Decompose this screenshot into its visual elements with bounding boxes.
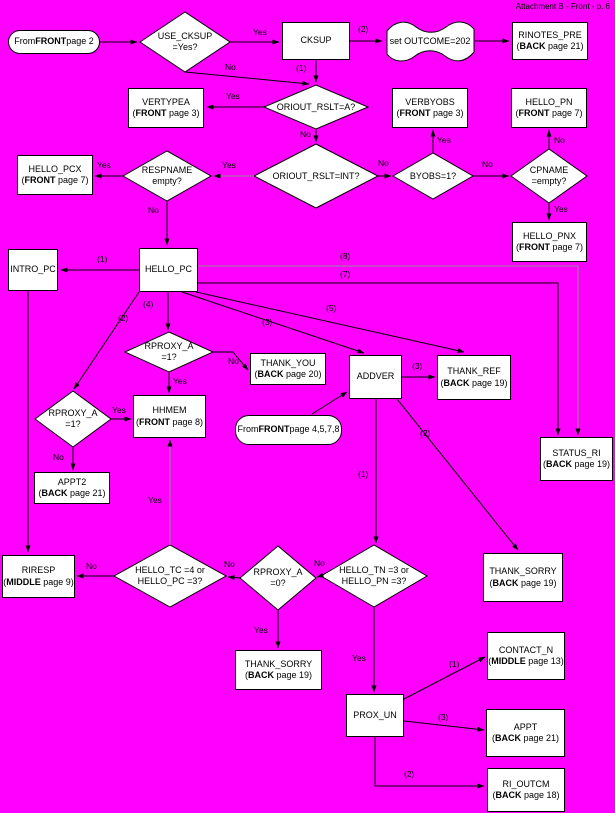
byobs-diamond <box>393 153 473 199</box>
node-use-cksup-label: USE_CKSUP =Yes? <box>157 31 213 52</box>
node-ref: (MIDDLE page 9) <box>3 576 74 587</box>
node-contact-n <box>487 632 565 680</box>
page-header: Attachment B - Front - p. 6 <box>515 2 610 11</box>
node-ref: (BACK page 19) <box>244 670 313 680</box>
edge-label-prox-un-2: (2) <box>404 769 415 779</box>
node-ref: (FRONT page 7) <box>515 242 584 252</box>
set-outcome-tape-shape <box>387 22 474 61</box>
node-title: THANK_YOU <box>260 357 316 368</box>
edge-label-hello-pc-1: (1) <box>97 254 108 264</box>
node-hello-pnx <box>512 222 587 262</box>
node-title: ADDVER <box>356 371 395 382</box>
node-title: VERBYOBS <box>405 96 455 107</box>
cpname-diamond <box>511 149 587 203</box>
node-intro-pc <box>8 249 58 291</box>
node-hello-tc-label: HELLO_TC =4 or HELLO_PC =3? <box>135 565 205 586</box>
terminator-keyword: FRONT <box>258 424 290 435</box>
node-title: VERTYPEA <box>142 96 190 107</box>
node-title: HELLO_PC <box>144 264 193 275</box>
node-rproxy-a0-label: RPROXY_A =0? <box>253 567 303 588</box>
node-hello-pcx <box>17 155 93 195</box>
node-ref: (FRONT page 7) <box>515 108 583 118</box>
node-ref: (FRONT page 8) <box>135 416 204 427</box>
node-cksup <box>282 22 350 60</box>
edge-label-use-cksup-yes: Yes <box>253 27 267 37</box>
node-title: APPT2 <box>57 476 87 487</box>
edge-label-respname-no: No <box>148 205 159 215</box>
node-status-ri <box>540 437 613 481</box>
edge-label-hello-tc-yes: Yes <box>148 495 162 505</box>
node-ref: (BACK page 19) <box>489 577 557 588</box>
terminator-text: page 4,5,7,8 <box>289 424 340 435</box>
edge-label-oriout-a-no: No <box>300 129 311 139</box>
edge-label-oriout-int-no: No <box>378 158 389 168</box>
edge-label-rproxy-top-no: No <box>228 356 239 366</box>
node-title: APPT <box>513 721 538 732</box>
node-riresp <box>2 555 75 598</box>
edge-label-cpname-yes: Yes <box>554 204 568 214</box>
edge-label-rproxy-left-yes: Yes <box>112 405 126 415</box>
terminator-keyword: FRONT <box>35 36 67 47</box>
edge-label-cksup-1: (1) <box>296 63 307 73</box>
node-cpname-label: CPNAME =empty? <box>529 165 569 186</box>
use-cksup-diamond <box>140 12 230 72</box>
edge-hello-pc-3 <box>182 292 364 353</box>
node-oriout-a-label: ORIOUT_RSLT=A? <box>276 101 356 112</box>
node-ref: (FRONT page 7) <box>21 175 89 185</box>
node-rinotes-pre <box>512 22 588 60</box>
edge-label-hello-pc-2: (2) <box>118 313 129 323</box>
edge-label-use-cksup-no: No <box>225 62 236 72</box>
oriout-rslt-int-diamond <box>254 144 378 208</box>
edge-label-cpname-no: No <box>554 135 565 145</box>
node-title: THANK_SORRY <box>244 658 313 669</box>
rproxy-a-left-diamond <box>35 391 111 447</box>
node-ref: (FRONT page 3) <box>132 108 200 118</box>
node-rproxy-top-label: RPROXY_A =1? <box>144 341 194 362</box>
hello-tn-diamond <box>321 545 427 607</box>
node-byobs-label: BYOBS=1? <box>409 170 457 181</box>
edge-prox-un-1 <box>404 657 485 699</box>
respname-diamond <box>123 151 211 201</box>
edge-label-rproxy-a0-no: No <box>224 559 235 569</box>
edge-label-hello-tn-no: No <box>314 558 325 568</box>
node-thank-you <box>250 353 326 385</box>
node-ref: (BACK page 19) <box>542 459 611 469</box>
terminator-text: page 2 <box>66 36 94 47</box>
edge-label-cksup-2: (2) <box>358 24 369 34</box>
node-hello-pc <box>139 248 198 292</box>
node-ref: (BACK page 18) <box>492 790 560 800</box>
node-respname-label: RESPNAME empty? <box>141 165 193 186</box>
edge-hello-pc-8 <box>198 266 578 435</box>
hello-tc-diamond <box>114 545 226 607</box>
rproxy-a0-diamond <box>240 546 316 610</box>
edge-label-hello-pc-7: (7) <box>340 269 351 279</box>
node-verbyobs <box>392 88 468 128</box>
node-addver <box>349 355 402 399</box>
tape-label: set OUTCOME=202 <box>389 36 471 46</box>
node-ref: (BACK page 19) <box>440 377 508 388</box>
node-ref: (BACK page 21) <box>516 41 584 51</box>
terminator-text: From <box>14 36 36 47</box>
node-thank-sorry-bottom <box>235 650 322 690</box>
node-thank-sorry-right <box>483 553 563 602</box>
edge-label-prox-un-3: (3) <box>438 712 449 722</box>
edge-prox-un-2 <box>375 737 484 786</box>
node-title: STATUS_RI <box>552 447 601 458</box>
node-ref: (BACK page 21) <box>491 733 560 743</box>
edge-label-addver-1: (1) <box>358 469 369 479</box>
node-title: CKSUP <box>300 35 332 46</box>
node-title: THANK_REF <box>447 366 501 377</box>
node-vertypea <box>128 88 204 128</box>
node-title: PROX_UN <box>353 709 397 720</box>
edge-label-rproxy-a0-yes: Yes <box>254 625 268 635</box>
node-from-front2 <box>8 30 100 54</box>
node-prox-un <box>346 694 404 737</box>
node-hhmem <box>133 395 206 438</box>
edge-label-hello-pc-5: (5) <box>326 303 337 313</box>
rproxy-a-top-diamond <box>125 332 213 372</box>
node-appt <box>486 709 565 757</box>
edge-use-cksup-no <box>185 72 309 84</box>
node-title: RIRESP <box>21 565 56 576</box>
edge-label-hello-pc-3: (3) <box>262 317 273 327</box>
node-from-front4578 <box>235 415 342 445</box>
node-ref: (BACK page 21) <box>38 488 106 498</box>
edge-hello-pc-2 <box>74 292 139 389</box>
node-title: INTRO_PC <box>10 264 56 275</box>
node-oriout-int-label: ORIOUT_RSLT=INT? <box>272 170 360 181</box>
oriout-rslt-a-diamond <box>264 85 368 129</box>
edge-label-addver-3: (3) <box>412 361 423 371</box>
edge-label-respname-yes: Yes <box>97 160 111 170</box>
node-title: CONTACT_N <box>498 644 554 655</box>
edge-label-oriout-int-yes: Yes <box>222 160 236 170</box>
node-thank-ref <box>437 355 511 400</box>
node-ref: (MIDDLE page 13) <box>488 656 564 666</box>
node-title: HHMEM <box>152 405 187 416</box>
edge-label-prox-un-1: (1) <box>449 659 460 669</box>
node-title: HELLO_PCX <box>28 163 82 174</box>
node-rproxy-left-label: RPROXY_A =1? <box>48 408 98 429</box>
node-hello-pn <box>511 88 587 128</box>
terminator-text: From <box>237 424 259 435</box>
node-title: HELLO_PN <box>525 96 573 107</box>
edge-hello-pc-5 <box>196 292 464 352</box>
edge-addver-2 <box>397 399 518 550</box>
edge-label-hello-pc-8: (8) <box>340 251 351 261</box>
edge-label-hello-pc-4: (4) <box>143 299 154 309</box>
edge-label-rproxy-left-no: No <box>53 452 64 462</box>
edge-label-hello-tc-no: No <box>86 561 97 571</box>
edge-label-hello-tn-yes: Yes <box>352 653 366 663</box>
node-title: THANK_SORRY <box>489 566 557 577</box>
edge-label-byobs-no: No <box>482 159 493 169</box>
edge-rproxy-a0-no <box>228 577 240 578</box>
edge-label-oriout-a-yes: Yes <box>226 91 240 101</box>
edge-front4578-to-addver <box>312 392 347 414</box>
edge-label-byobs-yes: Yes <box>437 135 451 145</box>
node-title: RINOTES_PRE <box>518 29 582 40</box>
node-ri-outcm <box>487 768 565 812</box>
node-ref: (FRONT page 3) <box>396 108 464 118</box>
edge-label-addver-2: (2) <box>420 428 431 438</box>
node-hello-tn-label: HELLO_TN =3 or HELLO_PN =3? <box>339 565 409 586</box>
node-ref: (BACK page 20) <box>254 369 322 379</box>
edge-label-rproxy-top-yes: Yes <box>173 376 187 386</box>
edge-prox-un-3 <box>404 721 484 730</box>
node-title: HELLO_PNX <box>522 230 577 241</box>
node-title: RI_OUTCM <box>502 778 550 789</box>
node-appt2 <box>34 472 110 504</box>
